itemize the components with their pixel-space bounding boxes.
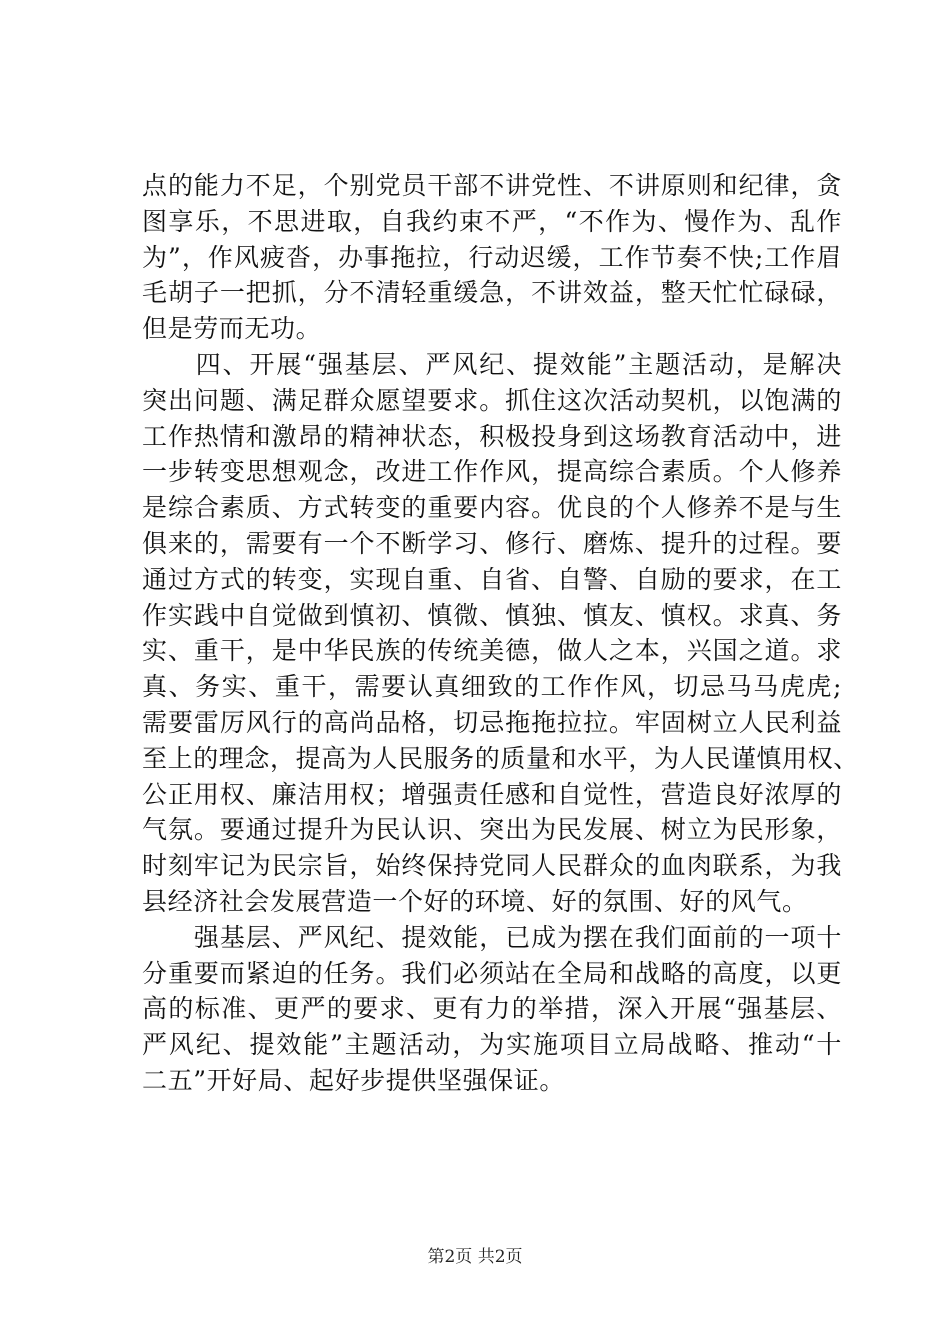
text-line: 严风纪、提效能”主题活动，为实施项目立局战略、推动“十 (142, 1030, 842, 1060)
text-line: 毛胡子一把抓，分不清轻重缓急，不讲效益，整天忙忙碌碌， (142, 278, 842, 308)
text-line: 突出问题、满足群众愿望要求。抓住这次活动契机，以饱满的 (142, 385, 842, 415)
text-line: 作实践中自觉做到慎初、慎微、慎独、慎友、慎权。求真、务 (142, 600, 842, 630)
page-number-footer: 第2页 共2页 (427, 1247, 523, 1267)
text-line: 但是劳而无功。 (142, 314, 322, 344)
document-body (142, 168, 859, 1099)
text-line: 需要雷厉风行的高尚品格，切忌拖拖拉拉。牢固树立人民利益 (142, 707, 842, 737)
text-line: 点的能力不足，个别党员干部不讲党性、不讲原则和纪律，贪 (142, 171, 842, 200)
text-line: 为”，作风疲沓，办事拖拉，行动迟缓，工作节奏不快;工作眉 (142, 242, 842, 272)
text-line: 实、重干，是中华民族的传统美德，做人之本，兴国之道。求 (142, 636, 842, 666)
text-line: 俱来的，需要有一个不断学习、修行、磨炼、提升的过程。要 (142, 528, 842, 558)
text-line: 高的标准、更严的要求、更有力的举措，深入开展“强基层、 (142, 994, 842, 1024)
text-line: 强基层、严风纪、提效能，已成为摆在我们面前的一项十 (142, 922, 842, 952)
text-line: 分重要而紧迫的任务。我们必须站在全局和战略的高度，以更 (142, 958, 842, 988)
text-line: 公正用权、廉洁用权；增强责任感和自觉性，营造良好浓厚的 (142, 779, 842, 809)
text-line: 时刻牢记为民宗旨，始终保持党同人民群众的血肉联系，为我 (142, 851, 842, 881)
text-line: 一步转变思想观念，改进工作作风，提高综合素质。个人修养 (142, 457, 842, 487)
text-line: 四、开展“强基层、严风纪、提效能”主题活动，是解决 (142, 349, 842, 379)
text-line: 工作热情和激昂的精神状态，积极投身到这场教育活动中，进 (142, 421, 842, 451)
text-line: 县经济社会发展营造一个好的环境、好的氛围、好的风气。 (142, 886, 808, 916)
text-line: 二五”开好局、起好步提供坚强保证。 (142, 1065, 565, 1095)
text-line: 气氛。要通过提升为民认识、突出为民发展、树立为民形象， (142, 815, 842, 845)
text-line: 是综合素质、方式转变的重要内容。优良的个人修养不是与生 (142, 493, 842, 523)
text-line: 通过方式的转变，实现自重、自省、自警、自励的要求，在工 (142, 564, 842, 594)
text-line: 真、务实、重干，需要认真细致的工作作风，切忌马马虎虎; (142, 672, 842, 702)
text-line: 至上的理念，提高为人民服务的质量和水平，为人民谨慎用权、 (142, 743, 859, 773)
text-line: 图享乐，不思进取，自我约束不严，“不作为、慢作为、乱作 (142, 206, 842, 236)
